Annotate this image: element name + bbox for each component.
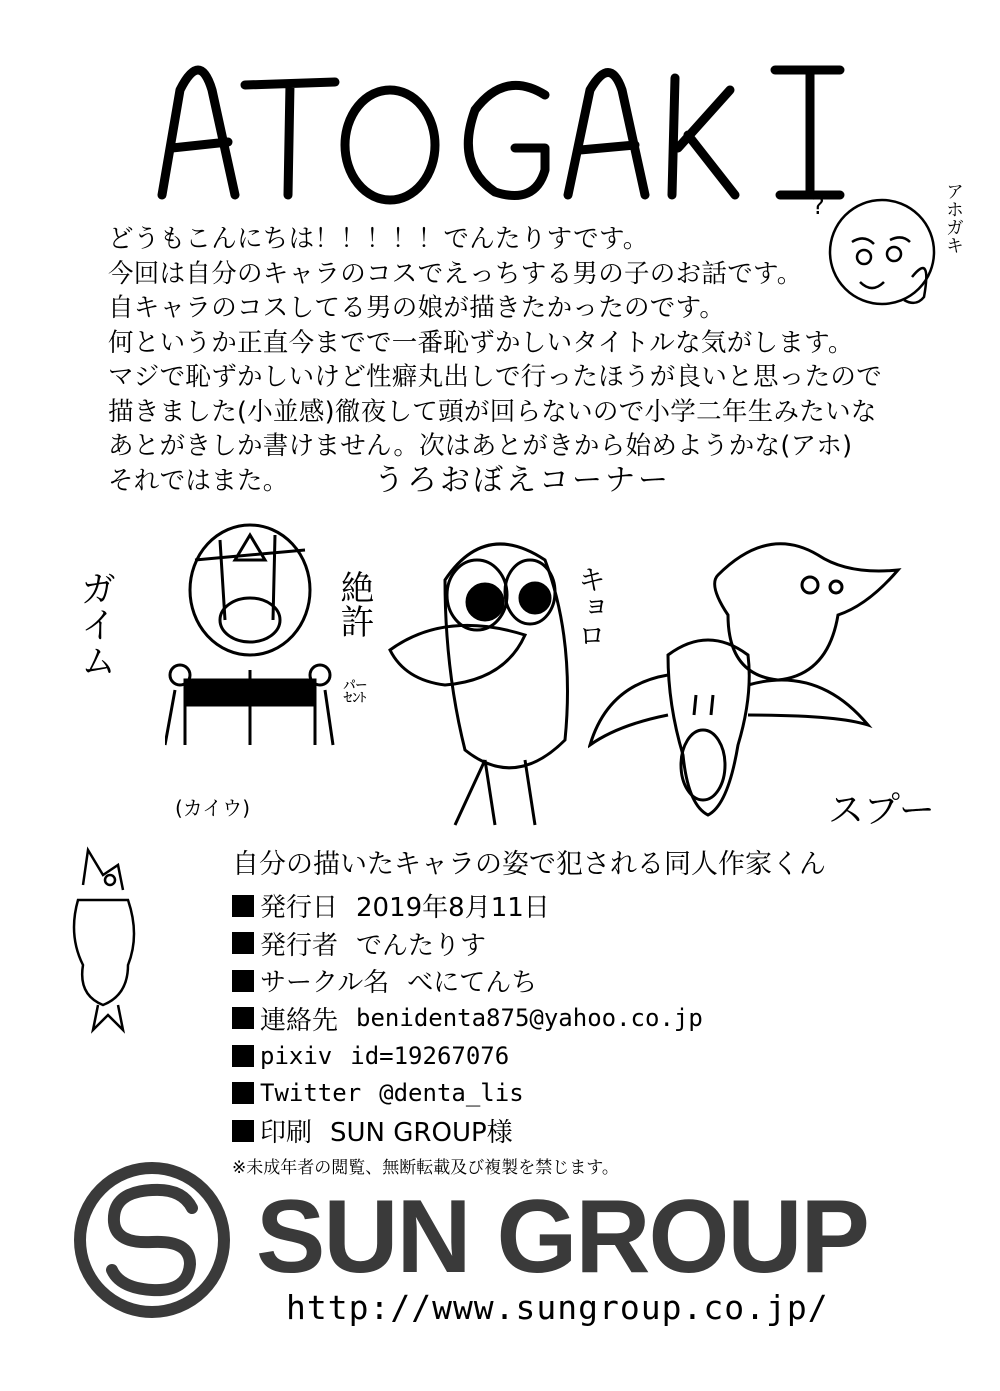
body-line: 何というか正直今までで一番恥ずかしいタイトルな気がします。: [108, 327, 854, 358]
cat-doodle-icon: [68, 845, 148, 1035]
gaimu-robot-icon: [165, 520, 335, 750]
sun-group-wordmark: SUN GROUP: [256, 1179, 868, 1295]
colophon-value: 2019年8月11日: [356, 893, 550, 924]
body-line: 今回は自分のキャラのコスでえっちする男の子のお話です。: [108, 258, 803, 289]
colophon-row-printer: [232, 1112, 952, 1150]
colophon-row-circle: [232, 962, 952, 1000]
colophon-key: 発行者: [260, 930, 339, 961]
colophon: [232, 845, 952, 1182]
square-bullet-icon: [232, 1007, 254, 1029]
body-line: 描きました(小並感)徹夜して頭が回らないので小学二年生みたいな: [108, 396, 877, 427]
colophon-value: べにてんち: [407, 968, 538, 999]
question-mark: ?: [812, 192, 825, 220]
square-bullet-icon: [232, 970, 254, 992]
colophon-row-pixiv: [232, 1037, 952, 1075]
aho-gaki-label: アホガキ: [943, 182, 964, 254]
square-bullet-icon: [232, 932, 254, 954]
colophon-row-date: [232, 887, 952, 925]
pixiv-id: id=19267076: [350, 1041, 510, 1070]
colophon-row-publisher: [232, 925, 952, 963]
contact-email: benidenta875@yahoo.co.jp: [356, 1004, 703, 1033]
body-line: あとがきしか書けません。次はあとがきから始めようかな(アホ): [108, 431, 853, 461]
colophon-key: pixiv: [260, 1041, 333, 1070]
colophon-row-contact: [232, 1000, 952, 1038]
sun-group-url[interactable]: http://www.sungroup.co.jp/: [286, 1288, 829, 1327]
kyoro-label: キョロ: [574, 565, 607, 649]
body-line: それではまた。: [108, 465, 289, 496]
colophon-value: でんたりす: [356, 930, 487, 961]
kyoro-bird-icon: [385, 520, 585, 830]
gaimu-label: ガイム: [75, 570, 116, 678]
zekkyo-label: 絶許: [334, 570, 374, 638]
twitter-handle: @denta_lis: [379, 1079, 524, 1108]
body-line: マジで恥ずかしいけど性癖丸出しで行ったほうが良いと思ったので: [108, 362, 883, 392]
colophon-value: SUN GROUP様: [330, 1118, 513, 1149]
body-line: 自キャラのコスしてる男の娘が描きたかったのです。: [108, 293, 726, 323]
supu-label: スプー: [828, 790, 935, 831]
kakou-label: (カイウ): [175, 796, 251, 820]
colophon-key: 発行日: [260, 893, 339, 924]
reproduction-notice: ※未成年者の閲覧、無断転載及び複製を禁じます。: [232, 1157, 619, 1178]
zekkyo-mark: ㌫: [343, 678, 367, 706]
colophon-key: 連絡先: [260, 1005, 339, 1036]
body-line: どうもこんにちは！！！！！でんたりすです。: [108, 224, 649, 254]
square-bullet-icon: [232, 1120, 254, 1142]
atogaki-title: [150, 30, 850, 205]
square-bullet-icon: [232, 895, 254, 917]
book-title: 自分の描いたキャラの姿で犯される同人作家くん: [232, 849, 826, 880]
corner-caption: うろおぼえコーナー: [374, 463, 671, 498]
sun-group-logo-icon: [72, 1160, 232, 1320]
square-bullet-icon: [232, 1082, 254, 1104]
colophon-key: サークル名: [260, 968, 390, 999]
colophon-key: Twitter: [260, 1079, 362, 1108]
supu-characters-icon: [588, 515, 908, 825]
colophon-key: 印刷: [260, 1118, 313, 1149]
colophon-row-twitter: [232, 1075, 952, 1113]
square-bullet-icon: [232, 1045, 254, 1067]
